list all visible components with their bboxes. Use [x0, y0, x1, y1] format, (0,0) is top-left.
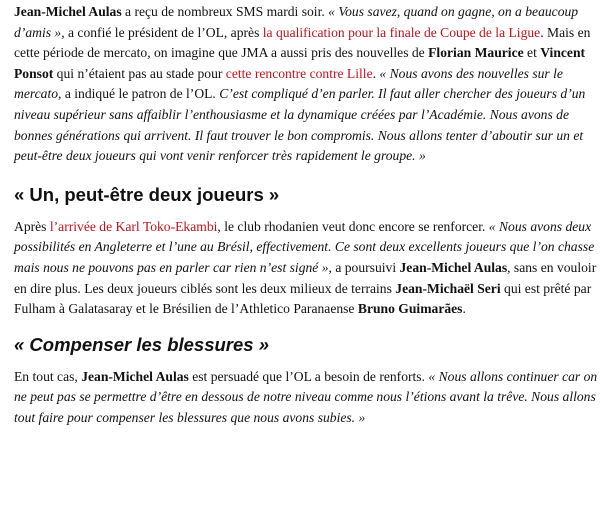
text: qui n’étaient pas au stade pour — [53, 65, 226, 81]
link-rencontre-lille[interactable]: cette rencontre contre Lille — [225, 65, 373, 81]
link-toko-ekambi[interactable]: l’arrivée de Karl Toko-Ekambi — [49, 218, 218, 234]
quote: « Nous avons des nouvelles sur le mercato — [14, 65, 563, 102]
text: , a indiqué le patron de l’OL. — [58, 86, 220, 102]
name-bruno-guimaraes: Bruno Guimarães — [357, 301, 463, 317]
quote: C’est compliqué d’en parler. Il faut aller chercher des joueurs d’un niveau supérieur sans affaiblir l’enthousiasme et la dynamique créées par l’Académie. Nous avons de bonnes générations qui arrivent. Il faut trouver le bon compromis. Nous allons tenter d’aboutir sur un et peut-être deux joueurs qui vont venir renforcer très rapidement le groupe. » — [14, 86, 586, 164]
name-jean-michael-seri: Jean-Michaël Seri — [395, 280, 501, 296]
text: Après — [14, 218, 50, 234]
paragraph-intro — [14, 2, 607, 167]
text: , sans en vouloir en dire plus. Les deux joueurs ciblés sont les deux milieux de terrains — [14, 259, 597, 296]
name-jean-michel-aulas: Jean-Michel Aulas — [81, 368, 189, 384]
quote: « Vous savez, quand on gagne, on a beaucoup d’amis » — [14, 4, 579, 40]
name-vincent-ponsot: Vincent Ponsot — [14, 45, 586, 81]
quote: « Nous avons deux possibilités en Angleterre et l’une au Brésil, effectivement. Ce sont deux excellents joueurs que l’on chasse mais nous ne pouvons pas en parler car rien n’est signé » — [14, 218, 595, 275]
text: . Mais en cette période de mercato, on imagine que JMA a aussi pris des nouvelles de — [14, 24, 591, 61]
text: est persuadé que l’OL a besoin de renforts. — [188, 368, 429, 384]
paragraph-arrivee — [14, 217, 607, 320]
quote: « Nous allons continuer car on ne peut pas se permettre d’être en dessous de notre niveau comme nous l’étions avant la trêve. Nous allons tout faire pour compenser les blessures que nous avons subies. » — [14, 368, 598, 425]
section-heading-deux-joueurs: « Un, peut-être deux joueurs » — [14, 183, 280, 205]
name-jean-michel-aulas: Jean-Michel Aulas — [14, 4, 122, 19]
name-florian-maurice: Florian Maurice — [428, 45, 524, 61]
paragraph-renforts — [14, 367, 607, 429]
text: et — [523, 45, 541, 61]
text: . — [372, 65, 380, 81]
text: . — [462, 301, 466, 317]
text: a reçu de nombreux SMS mardi soir. — [121, 4, 329, 19]
text: , le club rhodanien veut donc encore se renforcer. — [217, 218, 489, 234]
text: , a confié le président de l’OL, après — [61, 24, 263, 40]
text: , a poursuivi — [328, 259, 400, 275]
section-heading-blessures: « Compenser les blessures » — [14, 333, 270, 355]
link-coupe-de-la-ligue[interactable]: la qualification pour la finale de Coupe de la Ligue — [262, 24, 541, 40]
name-jean-michel-aulas: Jean-Michel Aulas — [399, 259, 508, 275]
article-body — [0, 2, 613, 429]
text: qui est prêté par Fulham à Galatasaray et le Brésilien de l’Athletico Paranaense — [14, 280, 592, 317]
text: En tout cas, — [14, 368, 82, 384]
